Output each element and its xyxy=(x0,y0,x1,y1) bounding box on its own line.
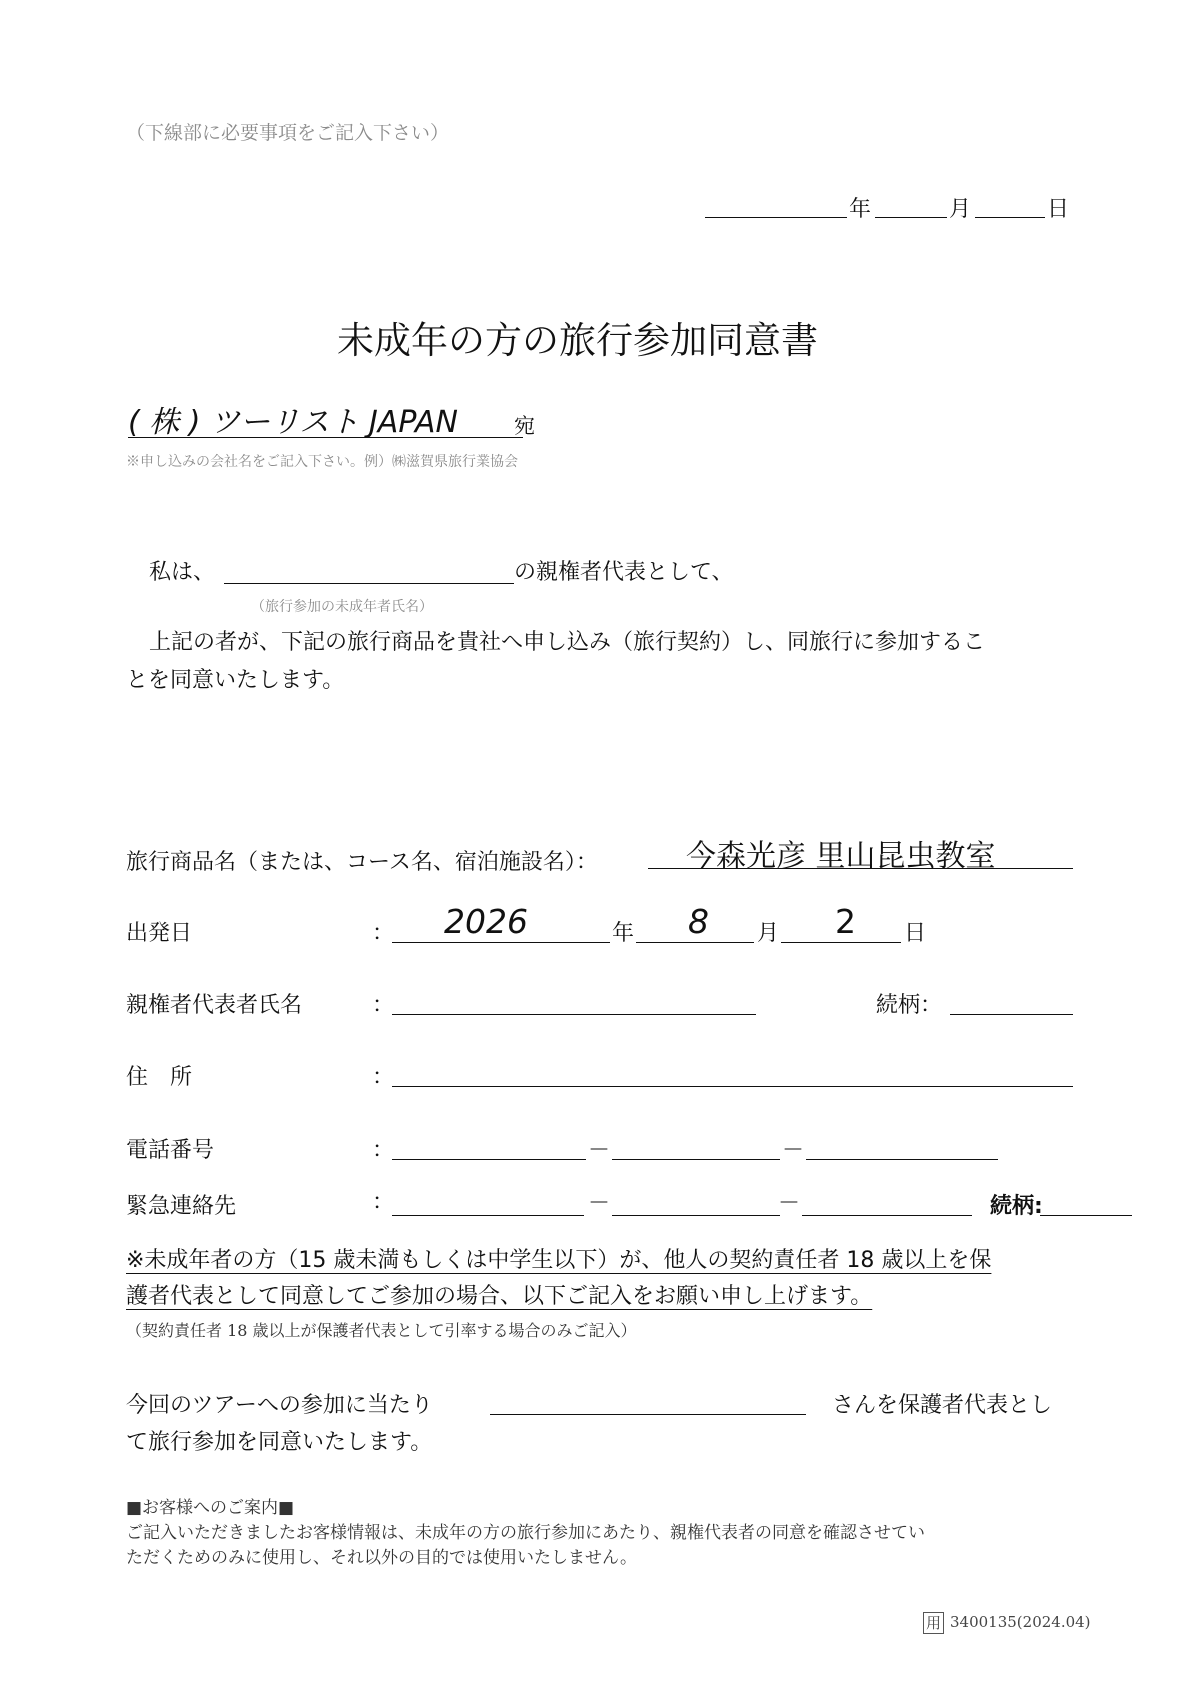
address-colon: ： xyxy=(372,1065,395,1090)
emergency-field-3[interactable] xyxy=(802,1215,972,1216)
addressee-suffix: 宛 xyxy=(514,414,535,438)
date-year-label: 年 xyxy=(849,197,872,222)
consent-suffix: の親権者代表として、 xyxy=(514,560,734,585)
date-day-field[interactable] xyxy=(975,217,1045,218)
departure-day-label: 日 xyxy=(904,921,927,946)
consent-body-line1: 上記の者が、下記の旅行商品を貴社へ申し込み（旅行契約）し、同旅行に参加するこ xyxy=(149,630,986,655)
phone-dash-1: － xyxy=(588,1138,611,1163)
emergency-colon: ： xyxy=(372,1190,395,1215)
departure-year-value: 2026 xyxy=(444,902,528,941)
phone-colon: ： xyxy=(372,1138,395,1163)
emergency-dash-1: － xyxy=(588,1191,611,1216)
product-value: 今森光彦 里山昆虫教室 xyxy=(686,839,996,874)
guide-line1: ご記入いただきましたお客様情報は、未成年の方の旅行参加にあたり、親権代表者の同意を確認させてい xyxy=(126,1523,925,1543)
delegate-suffix: さんを保護者代表とし xyxy=(832,1393,1053,1418)
date-month-label: 月 xyxy=(949,197,972,222)
departure-month-label: 月 xyxy=(757,921,780,946)
phone-field-1[interactable] xyxy=(392,1159,586,1160)
notice-line2: 護者代表として同意してご参加の場合、以下ご記入をお願い申し上げます。 xyxy=(126,1284,873,1309)
consent-body-line2: とを同意いたします。 xyxy=(126,668,345,693)
addressee-company: ( 株 ) ツーリスト JAPAN xyxy=(128,405,458,440)
guide-line2: ただくためのみに使用し、それ以外の目的では使用いたしません。 xyxy=(126,1548,638,1568)
product-label: 旅行商品名（または、コース名、宿泊施設名）： xyxy=(126,850,598,875)
departure-day-value: 2 xyxy=(835,902,856,941)
departure-day-field[interactable] xyxy=(781,942,901,943)
phone-dash-2: － xyxy=(782,1138,805,1163)
addressee-note: ※申し込みの会社名をご記入下さい。例）㈱滋賀県旅行業協会 xyxy=(126,454,518,470)
delegate-line2: て旅行参加を同意いたします。 xyxy=(126,1430,433,1455)
phone-field-3[interactable] xyxy=(806,1159,998,1160)
minor-name-field[interactable] xyxy=(224,583,514,584)
departure-year-label: 年 xyxy=(612,921,635,946)
emergency-field-2[interactable] xyxy=(612,1215,780,1216)
date-day-label: 日 xyxy=(1047,197,1070,222)
footer-code: 3400135(2024.04) xyxy=(950,1613,1091,1631)
consent-prefix: 私は、 xyxy=(149,560,216,585)
emergency-dash-2: － xyxy=(778,1191,801,1216)
guardian-label: 親権者代表者氏名 xyxy=(126,993,303,1018)
guardian-colon: ： xyxy=(372,993,395,1018)
page-title: 未成年の方の旅行参加同意書 xyxy=(337,319,818,362)
departure-year-field[interactable] xyxy=(392,942,610,943)
notice-line1: ※未成年者の方（15 歳未満もしくは中学生以下）が、他人の契約責任者 18 歳以上を保 xyxy=(126,1248,992,1273)
departure-label: 出発日 xyxy=(126,921,193,946)
emergency-relation-field[interactable] xyxy=(1040,1215,1132,1216)
minor-name-note: （旅行参加の未成年者氏名） xyxy=(251,599,433,615)
address-label: 住 所 xyxy=(126,1065,193,1090)
relation-label: 続柄： xyxy=(876,993,943,1018)
departure-colon: ： xyxy=(372,921,395,946)
footer-mark: 用 xyxy=(923,1612,944,1634)
emergency-relation-label: 続柄: xyxy=(990,1194,1043,1219)
relation-field[interactable] xyxy=(950,1014,1073,1015)
address-field[interactable] xyxy=(392,1086,1073,1087)
delegate-prefix: 今回のツアーへの参加に当たり xyxy=(126,1393,433,1418)
notice-sub: （契約責任者 18 歳以上が保護者代表として引率する場合のみご記入） xyxy=(126,1321,637,1340)
delegate-name-field[interactable] xyxy=(490,1414,806,1415)
guardian-field[interactable] xyxy=(392,1014,756,1015)
addressee-company-field[interactable] xyxy=(128,397,523,438)
phone-field-2[interactable] xyxy=(612,1159,780,1160)
date-year-field[interactable] xyxy=(705,217,847,218)
date-month-field[interactable] xyxy=(875,217,947,218)
departure-month-value: 8 xyxy=(688,902,709,941)
phone-label: 電話番号 xyxy=(126,1138,215,1163)
instruction-text: （下線部に必要事項をご記入下さい） xyxy=(126,122,450,144)
departure-month-field[interactable] xyxy=(636,942,754,943)
guide-heading: ■お客様へのご案内■ xyxy=(126,1498,295,1518)
emergency-label: 緊急連絡先 xyxy=(126,1194,237,1219)
emergency-field-1[interactable] xyxy=(392,1215,584,1216)
